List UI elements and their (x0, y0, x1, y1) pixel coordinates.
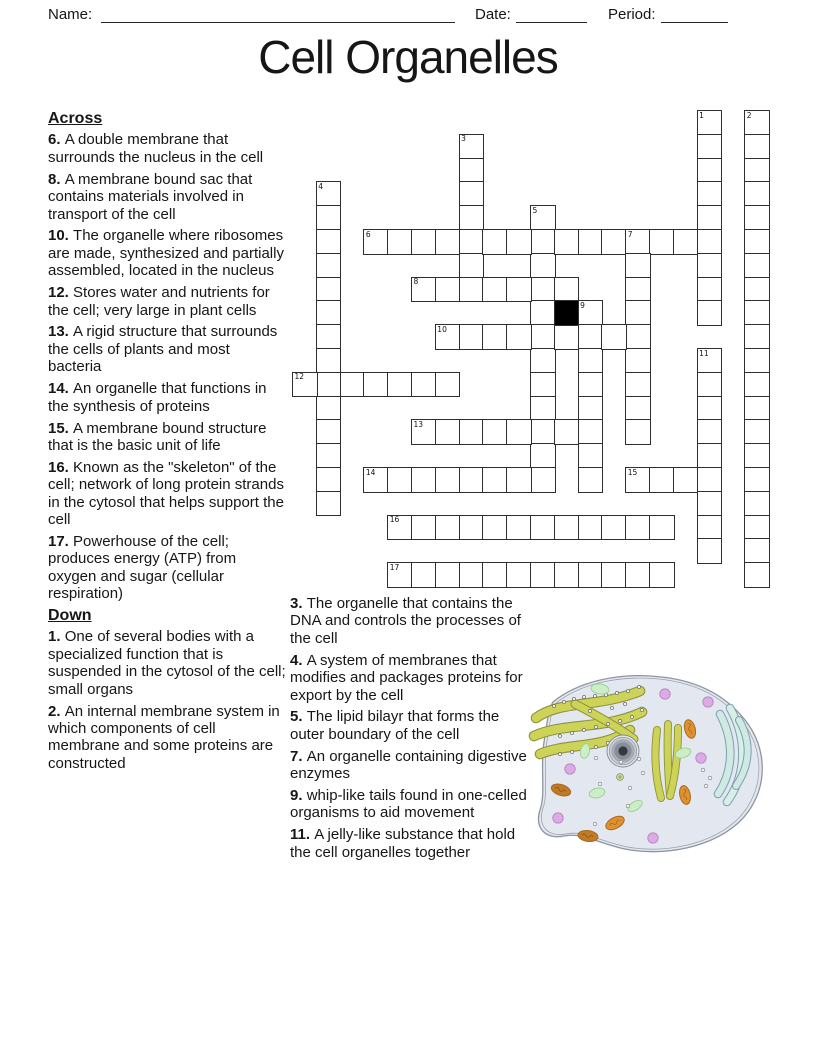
grid-cell-r13-c6[interactable] (435, 419, 461, 445)
grid-cell-r2-c19[interactable] (744, 158, 770, 184)
clue-column-left (48, 110, 286, 777)
grid-cell-r19-c4[interactable] (387, 562, 413, 588)
clue-down-5: 5. The lipid bilayr that forms the outer boundary of the cell (290, 708, 500, 743)
grid-cell-r12-c17[interactable] (697, 396, 723, 422)
grid-cell-r18-c17[interactable] (697, 538, 723, 564)
grid-cell-r5-c4[interactable] (387, 229, 413, 255)
grid-cell-r16-c1[interactable] (316, 491, 342, 517)
grid-cell-r5-c15[interactable] (649, 229, 675, 255)
grid-cell-r5-c9[interactable] (506, 229, 532, 255)
grid-cell-r16-c19[interactable] (744, 491, 770, 517)
grid-cell-r19-c13[interactable] (601, 562, 627, 588)
cell-number-7: 7 (627, 229, 633, 239)
grid-cell-r19-c11[interactable] (554, 562, 580, 588)
grid-cell-r4-c17[interactable] (697, 205, 723, 231)
grid-cell-r15-c15[interactable] (649, 467, 675, 493)
cell-number-13: 13 (413, 419, 424, 429)
grid-cell-r6-c7[interactable] (459, 253, 485, 279)
grid-cell-r15-c1[interactable] (316, 467, 342, 493)
grid-cell-r8-c17[interactable] (697, 300, 723, 326)
grid-cell-r9-c11[interactable] (554, 324, 580, 350)
grid-cell-r6-c10[interactable] (530, 253, 556, 279)
grid-cell-r15-c12[interactable] (578, 467, 604, 493)
clue-down-11: 11. A jelly-like substance that hold the cell organelles together (290, 826, 516, 861)
grid-cell-r17-c17[interactable] (697, 515, 723, 541)
grid-cell-r13-c8[interactable] (482, 419, 508, 445)
grid-cell-r4-c1[interactable] (316, 205, 342, 231)
grid-cell-r3-c17[interactable] (697, 181, 723, 207)
grid-cell-r5-c17[interactable] (697, 229, 723, 255)
cell-number-2: 2 (746, 110, 752, 120)
grid-cell-r1-c17[interactable] (697, 134, 723, 160)
date-blank[interactable] (516, 6, 587, 23)
grid-cell-r4-c10[interactable] (530, 205, 556, 231)
grid-cell-r2-c17[interactable] (697, 158, 723, 184)
grid-cell-r17-c7[interactable] (459, 515, 485, 541)
grid-cell-r4-c19[interactable] (744, 205, 770, 231)
cell-number-3: 3 (461, 134, 466, 144)
grid-cell-r13-c14[interactable] (625, 419, 651, 445)
cell-number-8: 8 (413, 277, 419, 287)
cell-number-11: 11 (699, 348, 709, 358)
grid-cell-r15-c9[interactable] (506, 467, 532, 493)
clue-across-17: 17. Powerhouse of the cell; produces energy (ATP) from oxygen and sugar (cellular respiration) (48, 532, 237, 603)
grid-cell-r11-c17[interactable] (697, 372, 723, 398)
page-title: Cell Organelles (258, 31, 558, 83)
cell-number-6: 6 (365, 229, 371, 239)
grid-cell-r15-c16[interactable] (673, 467, 699, 493)
grid-cell-r6-c14[interactable] (625, 253, 651, 279)
grid-cell-r5-c10[interactable] (530, 229, 556, 255)
cell-number-10: 10 (437, 324, 447, 334)
grid-cell-r10-c14[interactable] (625, 348, 651, 374)
clue-across-12: 12. Stores water and nutrients for the cell; very large in plant cells (48, 284, 270, 319)
cell-number-14: 14 (365, 467, 376, 477)
grid-cell-r11-c2[interactable] (340, 372, 366, 398)
clue-down-3: 3. The organelle that contains the DNA and controls the processes of the cell (290, 595, 521, 647)
grid-cell-r7-c5[interactable] (411, 277, 437, 303)
grid-cell-r5-c6[interactable] (435, 229, 461, 255)
clue-across-10: 10. The organelle where ribosomes are made, synthesized and partially assembled, located in the nucleus (48, 227, 284, 280)
clue-across-13: 13. A rigid structure that surrounds the cells of plants and most bacteria (48, 323, 278, 376)
grid-cell-r11-c19[interactable] (744, 372, 770, 398)
grid-cell-r12-c12[interactable] (578, 396, 604, 422)
grid-cell-r3-c1[interactable] (316, 181, 342, 207)
grid-cell-r13-c17[interactable] (697, 419, 723, 445)
grid-cell-r17-c10[interactable] (530, 515, 556, 541)
grid-cell-r13-c9[interactable] (506, 419, 532, 445)
grid-cell-r5-c5[interactable] (411, 229, 437, 255)
grid-cell-r16-c17[interactable] (697, 491, 723, 517)
across-header: Across (48, 110, 103, 127)
name-label: Name: (48, 6, 93, 23)
grid-cell-r17-c4[interactable] (387, 515, 413, 541)
grid-cell-r6-c1[interactable] (316, 253, 342, 279)
grid-cell-r17-c8[interactable] (482, 515, 508, 541)
clue-down-2: 2. An internal membrane system in which components of cell membrane and some proteins are constructed (48, 702, 280, 772)
grid-cell-r17-c11[interactable] (554, 515, 580, 541)
grid-cell-r11-c14[interactable] (625, 372, 651, 398)
grid-cell-r7-c7[interactable] (459, 277, 485, 303)
grid-cell-r17-c12[interactable] (578, 515, 604, 541)
grid-cell-r5-c7[interactable] (459, 229, 485, 255)
grid-cell-r8-c1[interactable] (316, 300, 342, 326)
grid-cell-r10-c17[interactable] (697, 348, 723, 374)
grid-cell-r6-c17[interactable] (697, 253, 723, 279)
clue-down-1: 1. One of several bodies with a specialized function that is suspended in the cytosol of the cell; small organs (48, 628, 286, 698)
grid-cell-r17-c5[interactable] (411, 515, 437, 541)
grid-cell-r11-c5[interactable] (411, 372, 437, 398)
grid-cell-r11-c4[interactable] (387, 372, 413, 398)
grid-cell-r4-c7[interactable] (459, 205, 485, 231)
grid-cell-r7-c14[interactable] (625, 277, 651, 303)
grid-cell-r7-c11[interactable] (554, 277, 580, 303)
grid-cell-r5-c1[interactable] (316, 229, 342, 255)
grid-cell-r9-c14[interactable] (625, 324, 651, 350)
grid-cell-r17-c14[interactable] (625, 515, 651, 541)
grid-cell-r19-c8[interactable] (482, 562, 508, 588)
cell-number-4: 4 (318, 181, 324, 191)
clue-down-7: 7. An organelle containing digestive enzymes (290, 747, 527, 783)
clue-across-14: 14. An organelle that functions in the synthesis of proteins (48, 380, 267, 415)
clue-across-16: 16. Known as the "skeleton" of the cell; network of long protein strands in the cytosol that helps support the cell (48, 458, 284, 529)
cell-number-9: 9 (580, 300, 585, 310)
grid-cell-r18-c19[interactable] (744, 538, 770, 564)
period-label: Period: (608, 6, 656, 23)
grid-cell-r15-c19[interactable] (744, 467, 770, 493)
grid-cell-r15-c14[interactable] (625, 467, 651, 493)
clue-across-15: 15. A membrane bound structure that is the basic unit of life (48, 419, 267, 454)
grid-cell-r11-c3[interactable] (363, 372, 389, 398)
grid-cell-r5-c8[interactable] (482, 229, 508, 255)
grid-cell-r9-c13[interactable] (601, 324, 627, 350)
grid-cell-r1-c7[interactable] (459, 134, 485, 160)
grid-cell-r0-c19[interactable] (744, 110, 770, 136)
cell-diagram (520, 666, 776, 866)
grid-cell-r10-c19[interactable] (744, 348, 770, 374)
grid-cell-r2-c7[interactable] (459, 158, 485, 184)
grid-cell-r19-c15[interactable] (649, 562, 675, 588)
grid-cell-r12-c10[interactable] (530, 396, 556, 422)
grid-cell-r14-c17[interactable] (697, 443, 723, 469)
grid-cell-r13-c19[interactable] (744, 419, 770, 445)
centriole (617, 774, 624, 781)
grid-cell-r8-c12[interactable] (578, 300, 604, 326)
grid-cell-r8-c19[interactable] (744, 300, 770, 326)
grid-cell-r7-c8[interactable] (482, 277, 508, 303)
grid-cell-r11-c1[interactable] (316, 372, 342, 398)
grid-cell-r14-c12[interactable] (578, 443, 604, 469)
grid-cell-r15-c4[interactable] (387, 467, 413, 493)
grid-cell-r11-c6[interactable] (435, 372, 461, 398)
grid-cell-r13-c7[interactable] (459, 419, 485, 445)
grid-cell-r6-c19[interactable] (744, 253, 770, 279)
cell-number-1: 1 (699, 110, 704, 120)
grid-cell-r9-c8[interactable] (482, 324, 508, 350)
grid-cell-r7-c6[interactable] (435, 277, 461, 303)
grid-cell-r5-c16[interactable] (673, 229, 699, 255)
grid-cell-r7-c17[interactable] (697, 277, 723, 303)
grid-cell-r15-c6[interactable] (435, 467, 461, 493)
grid-cell-r11-c0[interactable] (292, 372, 318, 398)
grid-cell-r9-c12[interactable] (578, 324, 604, 350)
grid-cell-r10-c1[interactable] (316, 348, 342, 374)
grid-cell-r10-c12[interactable] (578, 348, 604, 374)
grid-cell-r15-c3[interactable] (363, 467, 389, 493)
grid-cell-r9-c6[interactable] (435, 324, 461, 350)
grid-cell-r13-c1[interactable] (316, 419, 342, 445)
grid-cell-r5-c3[interactable] (363, 229, 389, 255)
grid-cell-r9-c19[interactable] (744, 324, 770, 350)
grid-cell-r5-c13[interactable] (601, 229, 627, 255)
grid-cell-r11-c10[interactable] (530, 372, 556, 398)
grid-cell-r5-c19[interactable] (744, 229, 770, 255)
grid-cell-r9-c9[interactable] (506, 324, 532, 350)
grid-cell-r7-c10[interactable] (530, 277, 556, 303)
nucleolus (618, 746, 627, 755)
clue-column-middle (290, 595, 528, 866)
grid-cell-r5-c14[interactable] (625, 229, 651, 255)
grid-cell-r12-c1[interactable] (316, 396, 342, 422)
grid-cell-r17-c15[interactable] (649, 515, 675, 541)
grid-cell-r9-c7[interactable] (459, 324, 485, 350)
grid-cell-r5-c11[interactable] (554, 229, 580, 255)
clue-across-8: 8. A membrane bound sac that contains materials involved in transport of the cell (48, 170, 253, 223)
grid-cell-r15-c8[interactable] (482, 467, 508, 493)
grid-cell-r14-c10[interactable] (530, 443, 556, 469)
grid-cell-r17-c19[interactable] (744, 515, 770, 541)
grid-cell-r13-c10[interactable] (530, 419, 556, 445)
grid-cell-r17-c13[interactable] (601, 515, 627, 541)
grid-cell-r13-c5[interactable] (411, 419, 437, 445)
grid-cell-r7-c9[interactable] (506, 277, 532, 303)
grid-cell-r14-c1[interactable] (316, 443, 342, 469)
grid-cell-r19-c7[interactable] (459, 562, 485, 588)
grid-cell-r19-c9[interactable] (506, 562, 532, 588)
grid-cell-r19-c5[interactable] (411, 562, 437, 588)
grid-cell-r17-c6[interactable] (435, 515, 461, 541)
grid-cell-r13-c12[interactable] (578, 419, 604, 445)
cell-number-17: 17 (389, 562, 400, 572)
grid-cell-r19-c14[interactable] (625, 562, 651, 588)
clue-down-9: 9. whip-like tails found in one-celled organisms to aid movement (290, 787, 527, 822)
down-header: Down (48, 607, 92, 625)
cell-number-12: 12 (294, 372, 305, 382)
grid-cell-r1-c19[interactable] (744, 134, 770, 160)
grid-cell-r15-c5[interactable] (411, 467, 437, 493)
cell-number-16: 16 (389, 515, 400, 525)
grid-cell-r9-c1[interactable] (316, 324, 342, 350)
grid-cell-r11-c12[interactable] (578, 372, 604, 398)
cell-number-5: 5 (532, 205, 538, 215)
grid-cell-r10-c10[interactable] (530, 348, 556, 374)
name-blank[interactable] (101, 6, 455, 23)
grid-cell-r15-c10[interactable] (530, 467, 556, 493)
grid-cell-r8-c10[interactable] (530, 300, 556, 326)
clue-across-6: 6. A double membrane that surrounds the nucleus in the cell (48, 131, 264, 166)
clue-down-4: 4. A system of membranes that modifies and packages proteins for export by the cell (290, 651, 523, 704)
grid-cell-r5-c12[interactable] (578, 229, 604, 255)
grid-cell-r7-c1[interactable] (316, 277, 342, 303)
grid-cell-r9-c10[interactable] (530, 324, 556, 350)
grid-cell-r3-c19[interactable] (744, 181, 770, 207)
period-blank[interactable] (661, 6, 728, 23)
grid-cell-r15-c7[interactable] (459, 467, 485, 493)
grid-cell-r14-c19[interactable] (744, 443, 770, 469)
grid-cell-r13-c11[interactable] (554, 419, 580, 445)
grid-black-cell (554, 300, 580, 326)
grid-cell-r19-c19[interactable] (744, 562, 770, 588)
grid-cell-r7-c19[interactable] (744, 277, 770, 303)
grid-cell-r12-c19[interactable] (744, 396, 770, 422)
grid-cell-r19-c12[interactable] (578, 562, 604, 588)
grid-cell-r19-c10[interactable] (530, 562, 556, 588)
grid-cell-r17-c9[interactable] (506, 515, 532, 541)
grid-cell-r15-c17[interactable] (697, 467, 723, 493)
golgi-apparatus (655, 724, 678, 798)
grid-cell-r8-c14[interactable] (625, 300, 651, 326)
grid-cell-r19-c6[interactable] (435, 562, 461, 588)
date-label: Date: (475, 6, 511, 23)
grid-cell-r3-c7[interactable] (459, 181, 485, 207)
grid-cell-r0-c17[interactable] (697, 110, 723, 136)
cell-number-15: 15 (627, 467, 638, 477)
grid-cell-r12-c14[interactable] (625, 396, 651, 422)
